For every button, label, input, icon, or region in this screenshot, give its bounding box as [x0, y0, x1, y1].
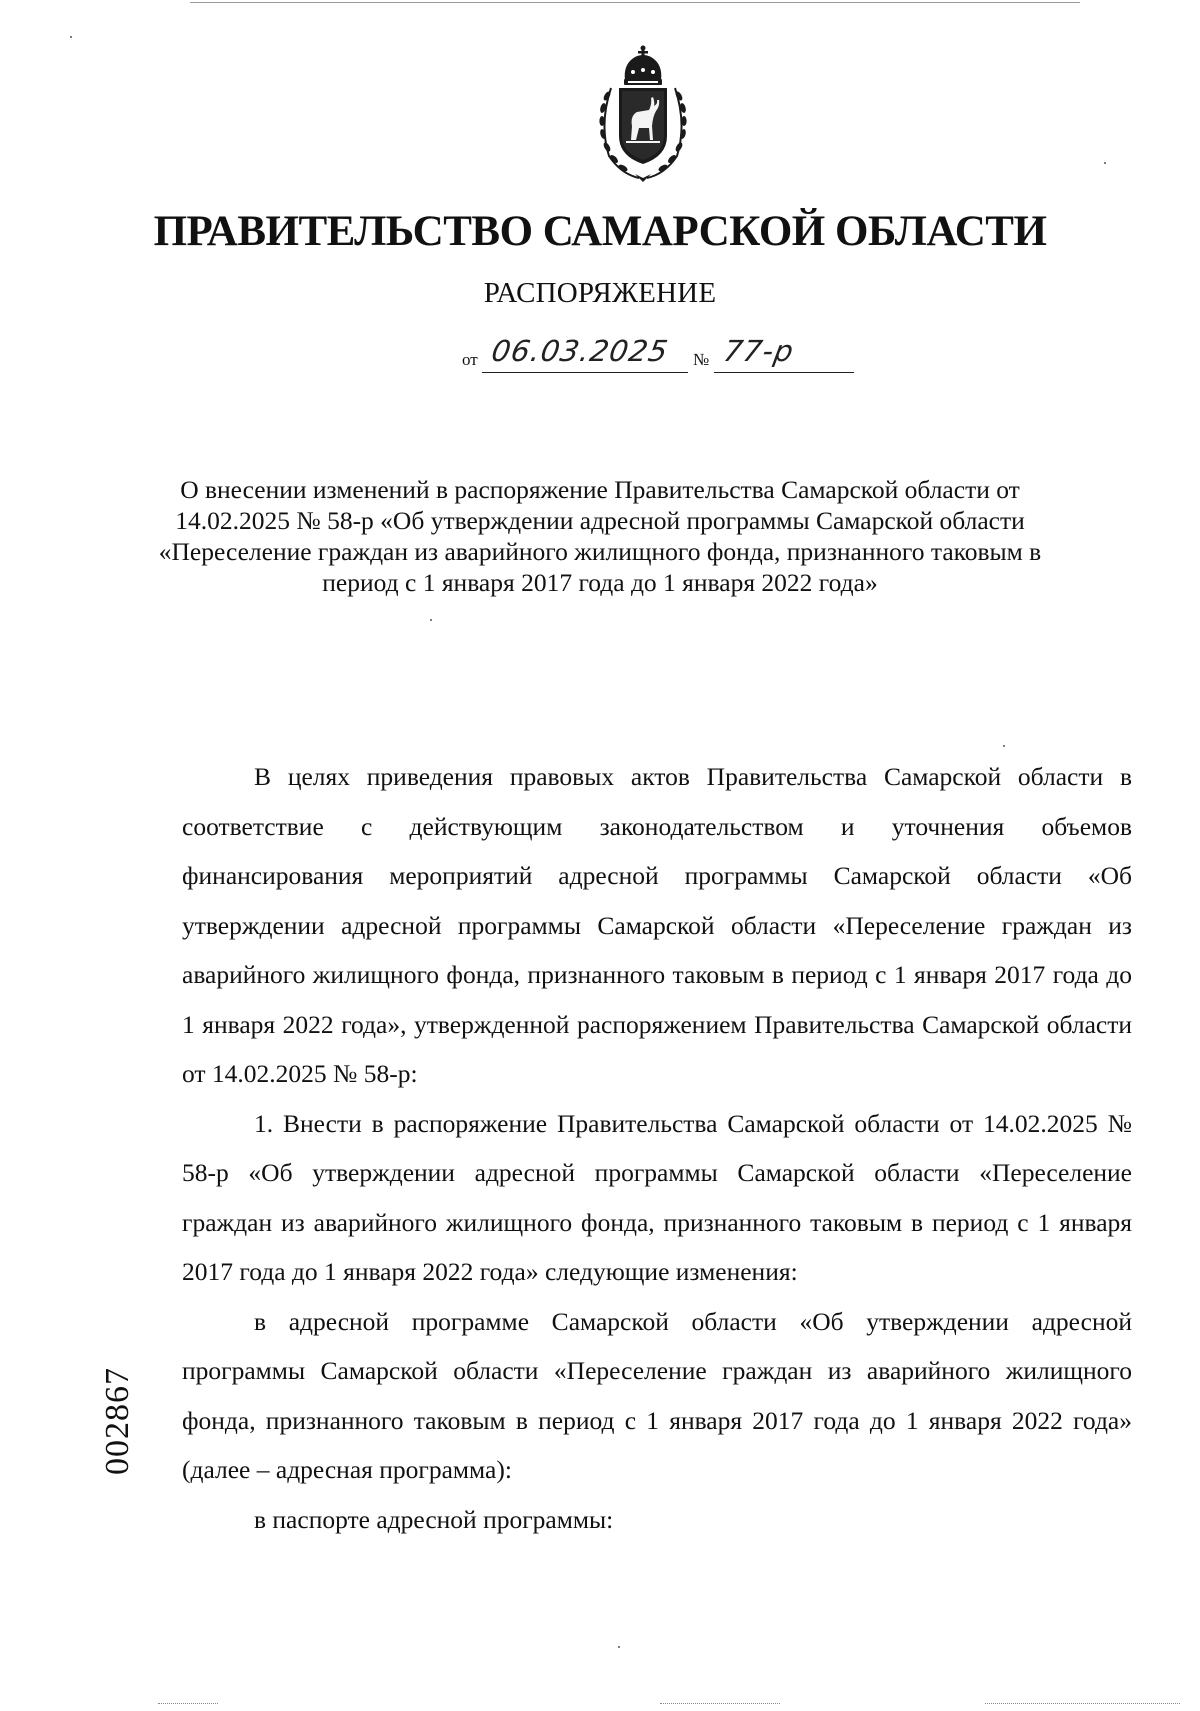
scan-speck: [1104, 162, 1106, 164]
handwritten-date: 06.03.2025: [489, 334, 672, 368]
document-type: РАСПОРЯЖЕНИЕ: [483, 277, 717, 309]
scan-speck: [618, 1646, 620, 1648]
document-body: [182, 752, 1132, 1544]
document-subject: О внесении изменений в распоряжение Правительства Самарской области от 14.02.2025 № 58-р «Об утверждении адресной программы Самарской области «Переселение граждан из аварийного жилищного фонда, признанного таковым в период с 1 января 2017 года до 1 января 2022 года»: [158, 475, 1042, 597]
date-label: от: [462, 350, 478, 369]
body-paragraph: 1. Внести в распоряжение Правительства Самарской области от 14.02.2025 № 58-р «Об утверждении адресной программы Самарской области «Переселение граждан из аварийного жилищного фонда, признанного таковым в период с 1 января 2017 года до 1 января 2022 года» следующие изменения:: [182, 1108, 1132, 1286]
number-label: №: [693, 350, 710, 369]
authority-title: ПРАВИТЕЛЬСТВО САМАРСКОЙ ОБЛАСТИ: [153, 208, 1047, 255]
date-underline: [482, 372, 688, 373]
handwritten-number: 77-р: [721, 334, 797, 368]
scan-bottom-noise: [985, 1703, 1180, 1707]
body-paragraph: в адресной программе Самарской области «Об утверждении адресной программы Самарской области «Переселение граждан из аварийного жилищного фонда, признанного таковым в период с 1 января 2017 года до 1 января 2022 года» (далее – адресная программа):: [182, 1306, 1132, 1484]
scan-bottom-noise: [158, 1703, 218, 1707]
body-paragraph: в паспорте адресной программы:: [254, 1504, 614, 1534]
registration-number: 002867: [99, 1367, 136, 1475]
samara-coat-of-arms-icon: [595, 44, 691, 184]
scan-bottom-noise: [660, 1703, 780, 1707]
scan-speck: [430, 619, 432, 621]
scan-speck: [1003, 745, 1005, 747]
document-date-number: [462, 330, 862, 380]
body-paragraph: В целях приведения правовых актов Правительства Самарской области в соответствие с действующим законодательством и уточнения объемов финансирования мероприятий адресной программы Самарской области «Об утверждении адресной программы Самарской области «Переселение граждан из аварийного жилищного фонда, признанного таковым в период с 1 января 2017 года до 1 января 2022 года», утвержденной распоряжением Правительства Самарской области от 14.02.2025 № 58-р:: [182, 762, 1132, 1088]
scan-speck: [70, 36, 72, 38]
number-underline: [714, 372, 854, 373]
scan-top-edge: [190, 2, 1080, 3]
